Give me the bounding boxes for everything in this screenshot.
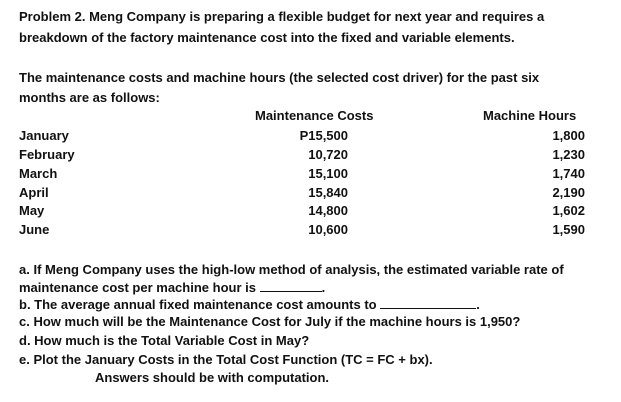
cost-cell: 10,720 <box>308 147 348 162</box>
question-c: c. How much will be the Maintenance Cost for July if the machine hours is 1,950? <box>19 314 521 329</box>
table-header <box>19 108 614 124</box>
month-cell: March <box>19 166 58 181</box>
month-cell: June <box>19 222 50 237</box>
hours-cell: 1,740 <box>552 166 585 181</box>
cost-cell: 14,800 <box>308 203 348 218</box>
question-a-line-1: a. If Meng Company uses the high-low method of analysis, the estimated variable rate of <box>19 262 564 277</box>
answer-blank-a[interactable] <box>260 279 322 292</box>
hours-cell: 1,602 <box>552 203 585 218</box>
table-row <box>19 128 614 144</box>
table-row <box>19 166 614 182</box>
intro-line-2: months are as follows: <box>19 90 160 105</box>
question-b-end: . <box>476 297 480 312</box>
table-row <box>19 203 614 219</box>
question-b-line <box>19 296 480 313</box>
hours-cell: 1,590 <box>552 222 585 237</box>
problem-line-2: breakdown of the factory maintenance cost into the fixed and variable elements. <box>19 30 515 45</box>
cost-cell: P15,500 <box>299 128 348 143</box>
month-cell: January <box>19 128 69 143</box>
intro-line-1: The maintenance costs and machine hours (the selected cost driver) for the past six <box>19 70 540 85</box>
problem-line-1: Problem 2. Meng Company is preparing a flexible budget for next year and requires a <box>19 9 545 24</box>
question-a-line-2 <box>19 279 325 296</box>
question-d: d. How much is the Total Variable Cost in May? <box>19 333 310 348</box>
question-a-end: . <box>321 280 326 295</box>
month-cell: May <box>19 203 45 218</box>
month-cell: April <box>19 185 49 200</box>
table-row <box>19 222 614 238</box>
cost-cell: 15,100 <box>308 166 348 181</box>
month-cell: February <box>19 147 75 162</box>
header-maintenance-costs: Maintenance Costs <box>255 108 374 123</box>
table-row <box>19 185 614 201</box>
header-machine-hours: Machine Hours <box>483 108 577 123</box>
cost-cell: 10,600 <box>308 222 348 237</box>
hours-cell: 1,800 <box>552 128 585 143</box>
question-b-text: b. The average annual fixed maintenance cost amounts to <box>19 297 377 312</box>
question-e: e. Plot the January Costs in the Total Cost Function (TC = FC + bx). <box>19 352 433 367</box>
hours-cell: 2,190 <box>552 185 585 200</box>
question-a-text: maintenance cost per machine hour is <box>19 280 256 295</box>
cost-cell: 15,840 <box>308 185 348 200</box>
hours-cell: 1,230 <box>552 147 585 162</box>
answer-note: Answers should be with computation. <box>95 370 330 385</box>
answer-blank-b[interactable] <box>380 296 476 309</box>
table-row <box>19 147 614 163</box>
